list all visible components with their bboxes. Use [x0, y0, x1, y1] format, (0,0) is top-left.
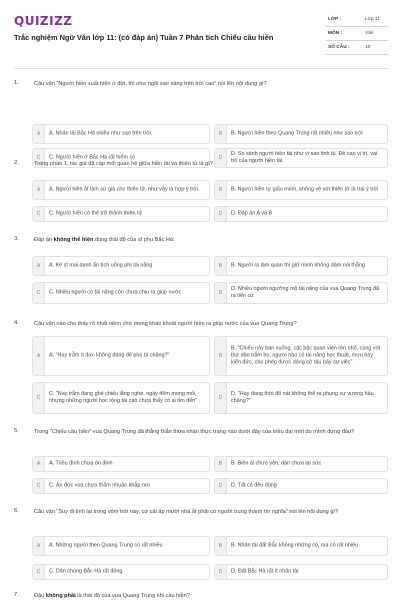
option-letter: C	[33, 149, 45, 167]
option-letter: C	[33, 383, 45, 413]
meta-row-subject	[326, 27, 388, 41]
option-letter: B	[215, 125, 227, 143]
option-text: D. So sánh người hiền tài như vì sao tinh tú. Đề cao vị trí, vai trò của người hiền tài.	[231, 151, 378, 164]
meta-value: Văn	[365, 31, 374, 36]
question-text	[34, 592, 386, 600]
option-a[interactable]	[32, 256, 210, 276]
option-text: B. "Chiếu này ban xuống, các bậc quan viên lớn nhỏ, cùng với thứ dân trăm họ, người nào có tài năng học thuật, mưu hay kiến đức, cho phép được dâng sớ tâu bày sự việc"	[231, 345, 381, 366]
option-letter: B	[215, 457, 227, 471]
question-number: 7.	[14, 592, 19, 598]
option-b[interactable]	[214, 256, 388, 276]
option-letter: C	[33, 479, 45, 493]
option-a[interactable]	[32, 124, 210, 144]
question-number: 2.	[14, 160, 19, 166]
question-text: Trong "Chiếu cầu hiền" vua Quang Trung đã thẳng thắn thừa nhận thực trạng nào dưới đây của triều đại mới do mình dựng đầu?	[34, 429, 355, 435]
option-letter: B	[215, 181, 227, 199]
option-text: D. Đất Bắc Hà rất ít nhân tài	[231, 568, 299, 575]
option-letter: D	[215, 207, 227, 221]
option-a[interactable]	[32, 536, 210, 556]
option-text: C. "Nay trẫm đang ghé chiếu lắng nghe, ngày đêm mong mỏi, nhưng những người học rộng tài cao chưa thấy có ai tìm đến"	[49, 391, 198, 404]
question-number: 6.	[14, 508, 19, 514]
option-text: C. Người hiền có thể trở thành thiên tử	[49, 210, 143, 217]
option-d[interactable]	[214, 564, 388, 580]
option-text: C. Dân chúng Bắc Hà rất đông	[49, 568, 123, 575]
option-letter: A	[33, 337, 45, 375]
option-letter: D	[215, 383, 227, 413]
worksheet-title: Trắc nghiệm Ngữ Văn lớp 11: (có đáp án) Tuần 7 Phân tích Chiếu cầu hiền	[14, 33, 274, 42]
option-letter: A	[33, 125, 45, 143]
option-b[interactable]	[214, 124, 388, 144]
option-text: A. Nhấn tài Bắc Hà nhiều như sao trên trời.	[49, 130, 153, 137]
quizizz-logo: QUIZIZZ	[14, 14, 73, 28]
option-text: C. Nhiều người có tài năng còn chưa chịu ra giúp nước	[49, 289, 182, 296]
option-c[interactable]	[32, 282, 210, 304]
meta-value: 10	[365, 45, 371, 50]
option-letter: D	[215, 565, 227, 579]
option-text: B. Biên ải chưa yên, dân chưa lại sức	[231, 460, 322, 467]
option-letter: B	[215, 337, 227, 375]
option-c[interactable]	[32, 564, 210, 580]
question-text-part: là thái độ của vua Quang Trung khi cầu hiền?	[75, 593, 190, 599]
option-letter: D	[215, 149, 227, 167]
option-c[interactable]	[32, 382, 210, 414]
question-number: 5.	[14, 428, 19, 434]
option-b[interactable]	[214, 536, 388, 556]
meta-row-class	[326, 13, 388, 27]
option-text: D. "Hay đang thời đổ nát không thể ra phụng sự vương hầu chăng?"	[231, 391, 374, 404]
option-d[interactable]	[214, 206, 388, 222]
option-d[interactable]	[214, 282, 388, 304]
option-a[interactable]	[32, 180, 210, 200]
option-letter: B	[215, 537, 227, 555]
question-text-part: Đâu	[34, 593, 46, 599]
option-text: A. Kẻ sĩ mai danh ẩn tích uổng phí tài năng	[49, 262, 153, 269]
option-text: C. Người hiền ở Bắc Hà rất hiếm có	[49, 154, 136, 161]
option-letter: C	[33, 207, 45, 221]
meta-key: SỐ CÂU :	[328, 45, 350, 50]
option-letter: A	[33, 181, 45, 199]
option-text: A. Những người theo Quang Trung có rất nhiều	[49, 542, 163, 549]
worksheet-meta	[326, 13, 388, 55]
option-text: D. Tất cả đều đúng	[231, 482, 277, 489]
option-letter: B	[215, 257, 227, 275]
option-letter: C	[33, 565, 45, 579]
option-text: B. Người hiền theo Quang Trung rất nhiều như sao trời	[231, 130, 363, 137]
option-c[interactable]	[32, 206, 210, 222]
option-letter: D	[215, 479, 227, 493]
option-text: D. Nhiều người ngưỡng mộ tài năng của vua Quang Trung đã ra tiến cử	[231, 286, 379, 299]
option-text: A. Người hiền ắt làm sứ giả cho thiên tử, như vậy là hợp ý trời.	[49, 186, 200, 193]
option-text: C. Ân đức vua chưa thấm nhuần khắp nơi	[49, 482, 150, 489]
option-b[interactable]	[214, 336, 388, 376]
option-text: B. Người ra làm quan thì giữ mình không dám nói thẳng	[231, 262, 365, 269]
option-letter: C	[33, 283, 45, 303]
question-text: Trong phần 1, tác giả đã cập mối quan hệ giữa hiền tài và thiên tử là gì?	[34, 161, 213, 167]
meta-value: Lớp 11	[365, 17, 380, 22]
option-letter: A	[33, 257, 45, 275]
option-b[interactable]	[214, 456, 388, 472]
option-text: B. Người hiền tự giấu mình, không về với thiên tử là trái ý trời	[231, 186, 379, 193]
option-letter: A	[33, 537, 45, 555]
option-text: D. Đáp án A và B	[231, 210, 273, 217]
option-a[interactable]	[32, 336, 210, 376]
option-text: A. Triều đình chưa ổn định	[49, 460, 113, 467]
option-c[interactable]	[32, 478, 210, 494]
question-number: 3.	[14, 236, 19, 242]
option-letter: A	[33, 457, 45, 471]
question-text-part: đúng thái độ của sĩ phu Bắc Hà:	[93, 237, 175, 243]
worksheet-header	[0, 0, 400, 66]
question-text: Câu văn "Người hiền xuất hiện ở đời, thì như ngôi sao sáng trên trời cao" nói lên nội dung gì?	[34, 81, 267, 87]
question-number: 4.	[14, 320, 19, 326]
meta-key: MÔN :	[328, 31, 343, 36]
option-a[interactable]	[32, 456, 210, 472]
question-emphasis: không thể hiện	[53, 237, 94, 243]
meta-row-count	[326, 41, 388, 55]
option-b[interactable]	[214, 180, 388, 200]
option-letter: D	[215, 283, 227, 303]
option-d[interactable]	[214, 382, 388, 414]
question-text: Câu văn "Suy đi tính lại trong vòm trời này, cứ cái ấp mười nhà ắt phải có người trung thành tín nghĩa" nói lên nội dung gì?	[34, 509, 339, 515]
option-text: B. Nhân tài đất Bắc không những có, mà có rất nhiều	[231, 542, 359, 549]
question-text: Câu văn nào cho thấy rõ nhất niềm chờ mong khác khoải người hiền ra giúp nước của vua Quang Trung?	[34, 321, 297, 327]
option-text: A. "Hay trẫm ít đức không đáng để phò tá chăng?"	[49, 352, 170, 359]
header-divider	[14, 68, 388, 69]
question-emphasis: không phải	[45, 593, 76, 599]
question-text-part: Đáp án	[34, 237, 54, 243]
option-d[interactable]	[214, 478, 388, 494]
meta-key: LỚP :	[328, 17, 342, 22]
question-text	[34, 236, 386, 244]
question-number: 1.	[14, 80, 19, 86]
